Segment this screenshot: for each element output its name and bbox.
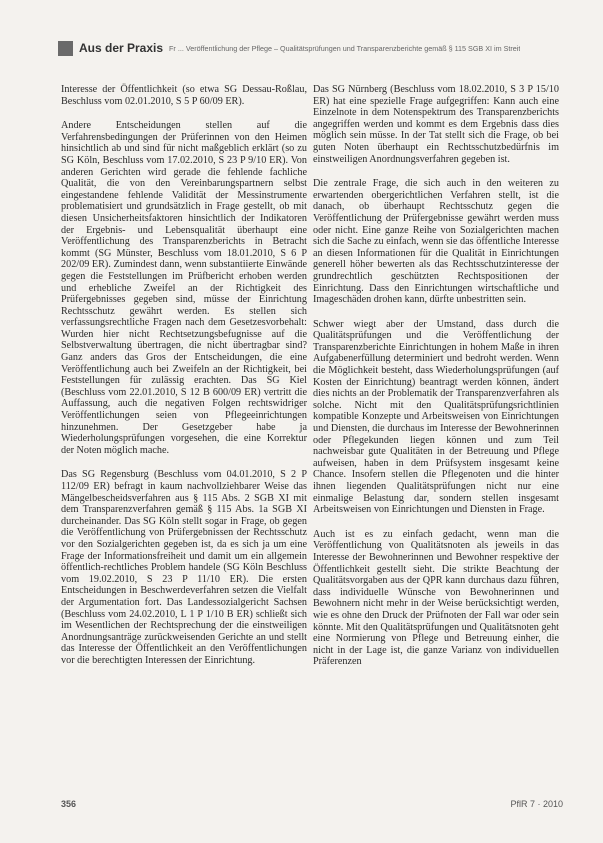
paragraph: Schwer wiegt aber der Umstand, dass durch die Qualitätsprüfungen und die Veröffentlichung der Transparenzberichte Einrichtungen in hohem Maße in ihren Aufgabenerfüllung determiniert und bedroht werden. Wenn die Möglichkeit besteht, dass Wiederholungsprüfungen (auf Kosten der Einrichtung) beantragt werden können, ändert dies nichts an der Problematik der Transparenzverfahren als solche. Nicht mit den Qualitätsprüfungsrichtlinien kompatible Konzepte und Arbeitsweisen von Einrichtungen und Diensten, die durchaus im Interesse der Bewohnerinnen oder Pflegekunden liegen können und zum Teil nachweisbar gute Qualitäten in der Betreuung und Pflege aufweisen, haben in dem Prüfsystem insgesamt keine Chance. Insofern stellen die Pflegenoten und die hinter ihnen liegenden Qualitätsprüfungen nicht nur eine einmalige Belastung dar, sondern stellen insgesamt Arbeitsweisen von Einrichtungen und Diensten in Frage. — [313, 318, 559, 516]
page-number: 356 — [61, 799, 77, 809]
section-marker — [58, 41, 73, 56]
page-header — [58, 40, 563, 56]
paragraph: Andere Entscheidungen stellen auf die Verfahrensbedingungen der Prüferinnen von den Heimen hinsichtlich ab und sind für nicht maßgeblich erklärt (so zu SG Köln, Beschluss vom 17.02.2010, S 23 P 9/10 ER). Von anderen Gerichten wird gerade die fehlende fachliche Qualität, die von den Vereinbarungspartnern selbst eingestandene fehlende Validität der Messinstrumente problematisiert und grundsätzlich in Frage gestellt, ob mit diesen Unsicherheitsfaktoren hinsichtlich der Indikatoren der Ergebnis- und Lebensqualität überhaupt eine Veröffentlichung des Transparenzberichts in Betracht kommt (SG Münster, Beschluss vom 18.01.2010, S 6 P 202/09 ER). Zumindest dann, wenn substantiierte Einwände gegen die Feststellungen im Prüfbericht erhoben werden und erhebliche Zweifel an der Richtigkeit des Prüfergebnisses gegeben sind, müsse der Einrichtung Rechtsschutz gewährt werden. Es stellen sich verfassungsrechtliche Fragen nach dem Gesetzesvorbehalt: Wurden hier nicht Rechtsetzungsbefugnisse auf die Selbstverwaltung übertragen, die nicht übertragbar sind? Ganz anders das Gros der Entscheidungen, die eine Veröffentlichung auch bei Zweifeln an der Richtigkeit, bei Feststellungen für zulässig erachten. Das SG Kiel (Beschluss vom 22.01.2010, S 12 B 600/09 ER) vertritt die Auffassung, auch die negativen Folgen rechtswidriger Veröffentlichungen seien von Pflegeeinrichtungen hinzunehmen. Der Gesetzgeber habe ja Wiederholungsprüfungen vorgesehen, die eine Korrektur der Noten möglich mache. — [61, 120, 307, 456]
running-head: Fr ... Veröffentlichung der Pflege – Qualitätsprüfungen und Transparenzberichte gemäß § 115 SGB XI im Streit — [169, 43, 521, 53]
paragraph: Das SG Regensburg (Beschluss vom 04.01.2010, S 2 P 112/09 ER) befragt in kaum nachvollziehbarer Weise das Mängelbescheidsverfahren aus § 115 Abs. 2 SGB XI mit dem Transparenzverfahren gemäß § 115 Abs. 1a SGB XI durcheinander. Das SG Köln stellt sogar in Frage, ob gegen die Veröffentlichung von Prüfergebnissen der Rechtsschutz vor den Sozialgerichten gegeben ist, da es sich ja um eine Frage der Informationsfreiheit und damit um ein allgemein öffentlich-rechtliches Problem handele (SG Köln Beschluss vom 19.02.2010, S 23 P 11/10 ER). Die ersten Entscheidungen in Beschwerdeverfahren setzen die Vielfalt der Argumentation fort. Das Landessozialgericht Sachsen (Beschluss vom 24.02.2010, L 1 P 1/10 B ER) schließt sich im Wesentlichen der Rechtsprechung der die einstweiligen Anordnungsanträge zurückweisenden Gerichte an und stellt das Interesse der Öffentlichkeit an den Veröffentlichungen vor die berechtigten Interessen der Einrichtung. — [61, 469, 307, 666]
left-column — [61, 84, 307, 680]
right-column — [313, 84, 559, 681]
journal-reference: PflR 7 · 2010 — [510, 799, 563, 809]
paragraph: Die zentrale Frage, die sich auch in den weiteren zu erwartenden obergerichtlichen Verfahren stellt, ist die danach, ob überhaupt Rechtsschutz gegen die Veröffentlichung der Prüfergebnisse gewährt werden muss oder nicht. Eine ganze Reihe von Sozialgerichten machen sich die Sache zu einfach, wenn sie das öffentliche Interesse an diesen Informationen für die Qualität in Einrichtungen generell höher bewerten als das Rechtsschutzinteresse der grundrechtlich geschützten Rechtspositionen der Einrichtung. Dass den Einrichtungen wirtschaftliche und Imageschäden drohen kann, dürfte unbestritten sein. — [313, 178, 559, 306]
paragraph: Auch ist es zu einfach gedacht, wenn man die Veröffentlichung von Qualitätsnoten als jeweils in das Interesse der Bewohnerinnen und Bewohner respektive der Öffentlichkeit gestellt sieht. Die strikte Beachtung der Qualitätsvorgaben aus der QPR kann durchaus dazu führen, dass individuelle Wünsche von Bewohnerinnen und Bewohnern nicht mehr in der Weise berücksichtigt werden, wie es ohne den Druck der Prüfnoten der Fall war oder sein könnte. Mit den Qualitätsprüfungen und Qualitätsnoten geht eine Normierung von Pflege und Betreuung einher, die nicht in der Lage ist, die ganze Varianz von individuellen Präferenzen — [313, 528, 559, 668]
paragraph: Interesse der Öffentlichkeit (so etwa SG Dessau-Roßlau, Beschluss vom 02.01.2010, S 5 P 60/09 ER). — [61, 84, 307, 107]
paragraph: Das SG Nürnberg (Beschluss vom 18.02.2010, S 3 P 15/10 ER) hat eine spezielle Frage aufgegriffen: Kann auch eine Einzelnote in dem Notenspektrum des Transparenzberichts angegriffen werden und kommt es dem Ergebnis dass dies möglich sein müsse. In der Tat stellt sich die Frage, ob bei guten Noten überhaupt ein Rechtsschutzbedürfnis im einstweiligen Anordnungsverfahren gegeben ist. — [313, 84, 559, 165]
section-title: Aus der Praxis — [79, 41, 164, 55]
page-footer — [61, 799, 563, 809]
